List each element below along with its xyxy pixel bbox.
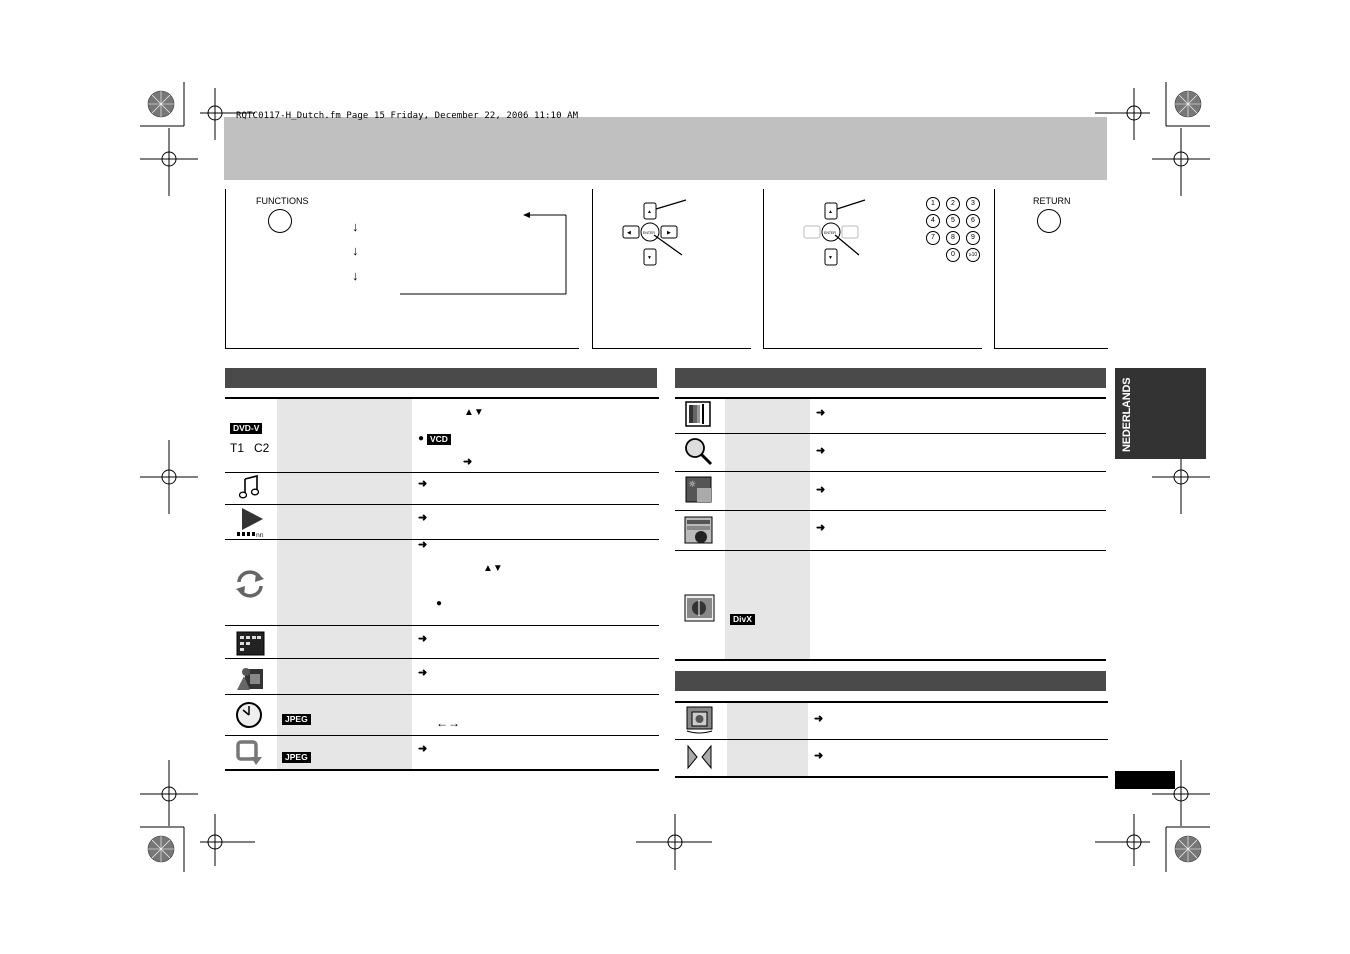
right-rule-1 <box>675 433 1106 434</box>
left-rule-1 <box>225 472 659 473</box>
bullet: ● <box>418 433 425 444</box>
svg-text:☼: ☼ <box>688 480 697 490</box>
right-rule-4 <box>675 550 1106 551</box>
num-key-4[interactable]: 4 <box>926 214 940 228</box>
num-key-9[interactable]: 9 <box>966 231 980 245</box>
left-rule-3 <box>225 539 659 540</box>
arrow: ➜ <box>816 407 826 419</box>
up-down-symbols: ▲▼ <box>483 563 503 574</box>
jpeg-badge: JPEG <box>282 714 311 725</box>
arrow: ➜ <box>418 743 428 755</box>
arrow: ➜ <box>816 522 826 534</box>
cursor-keys-icon[interactable] <box>618 197 738 277</box>
dvd-v-badge: DVD-V <box>230 423 262 434</box>
num-key-1[interactable]: 1 <box>926 197 940 211</box>
right-rule-bottom <box>675 659 1106 661</box>
left-rule-top <box>225 397 659 399</box>
page-number-block <box>1115 771 1175 789</box>
speaker-surround-icon <box>685 705 715 735</box>
left-rule-2 <box>225 504 659 505</box>
right2-rule-top <box>675 701 1108 703</box>
num-key-5[interactable]: 5 <box>946 214 960 228</box>
num-key-7[interactable]: 7 <box>926 231 940 245</box>
right-rule-2 <box>675 471 1106 472</box>
svg-text:ENTER: ENTER <box>643 231 655 235</box>
arrow: ➜ <box>814 713 824 725</box>
num-key-3[interactable]: 3 <box>966 197 980 211</box>
title-chapter-label: T1 C2 <box>230 441 270 455</box>
left-rule-6 <box>225 694 659 695</box>
up-down-symbols: ▲▼ <box>464 407 484 418</box>
arrow: ➜ <box>816 484 826 496</box>
picture-mode-icon <box>685 476 713 504</box>
bullet: ● <box>436 598 443 609</box>
arrow: ➜ <box>418 478 428 490</box>
rotate-icon <box>235 739 265 769</box>
svg-text:▼: ▼ <box>828 255 833 261</box>
left-rule-bottom <box>225 769 659 771</box>
arrow: ➜ <box>418 512 428 524</box>
functions-button[interactable] <box>268 209 292 233</box>
slide-time-clock-icon <box>235 701 265 731</box>
right-rule-3 <box>675 510 1106 511</box>
left-rule-7 <box>225 735 659 736</box>
num-key-8[interactable]: 8 <box>946 231 960 245</box>
loop-line <box>396 204 576 314</box>
right2-rule-bottom <box>675 776 1108 778</box>
divx-badge: DivX <box>730 614 755 625</box>
right-section-header-2 <box>675 671 1106 691</box>
panel-numbers <box>763 189 982 349</box>
svg-text:nn: nn <box>256 532 264 538</box>
play-speed-icon <box>235 506 267 538</box>
arrow: ➜ <box>816 445 826 457</box>
svg-text:◀: ◀ <box>627 230 631 236</box>
language-tab-label: NEDERLANDS <box>1121 377 1133 452</box>
flow-arrow-1: ↓ <box>352 219 359 234</box>
vcd-badge: VCD <box>427 434 451 445</box>
repeat-icon <box>234 568 266 600</box>
arrow: ➜ <box>418 667 428 679</box>
display-settings-icon <box>684 516 714 546</box>
left-right-arrow: ←→ <box>436 716 460 730</box>
flow-arrow-2: ↓ <box>352 243 359 258</box>
num-key-10plus[interactable]: ≥10 <box>966 248 980 262</box>
arrow: ➜ <box>418 633 428 645</box>
brightness-bars-icon <box>685 401 713 429</box>
arrow: ➜ <box>418 539 428 551</box>
right-section-header <box>675 368 1106 388</box>
functions-label: FUNCTIONS <box>256 196 309 206</box>
panel-return <box>994 189 1108 349</box>
arrow: ➜ <box>463 456 473 468</box>
left-section-header <box>225 368 657 388</box>
svg-text:▼: ▼ <box>647 255 652 261</box>
svg-text:▶: ▶ <box>667 230 671 236</box>
cursor-keys-icon-2[interactable] <box>799 197 919 277</box>
return-button[interactable] <box>1037 209 1061 233</box>
subtitle-icon <box>236 631 266 657</box>
num-key-6[interactable]: 6 <box>966 214 980 228</box>
svg-text:▲: ▲ <box>828 209 833 215</box>
left-rule-4 <box>225 625 659 626</box>
zoom-magnifier-icon <box>684 437 714 467</box>
num-key-0[interactable]: 0 <box>946 248 960 262</box>
right-rule-top <box>675 397 1106 399</box>
header-band <box>224 117 1107 180</box>
jpeg-badge: JPEG <box>282 752 311 763</box>
file-info-line: RQTC0117-H_Dutch.fm Page 15 Friday, December 22, 2006 11:10 AM <box>236 111 579 121</box>
dialogue-enhancer-icon <box>685 743 715 773</box>
return-label: RETURN <box>1033 196 1071 206</box>
panel-functions <box>225 189 579 349</box>
angle-camera-icon <box>236 664 266 692</box>
right2-rule-1 <box>675 739 1108 740</box>
divx-subtitle-icon <box>684 594 716 624</box>
music-note-icon <box>237 475 263 501</box>
flow-arrow-3: ↓ <box>352 268 359 283</box>
left-rule-5 <box>225 658 659 659</box>
svg-text:ENTER: ENTER <box>824 231 836 235</box>
num-key-2[interactable]: 2 <box>946 197 960 211</box>
panel-cursor <box>592 189 751 349</box>
svg-text:▲: ▲ <box>647 209 652 215</box>
arrow: ➜ <box>814 750 824 762</box>
language-tab <box>1115 368 1206 459</box>
